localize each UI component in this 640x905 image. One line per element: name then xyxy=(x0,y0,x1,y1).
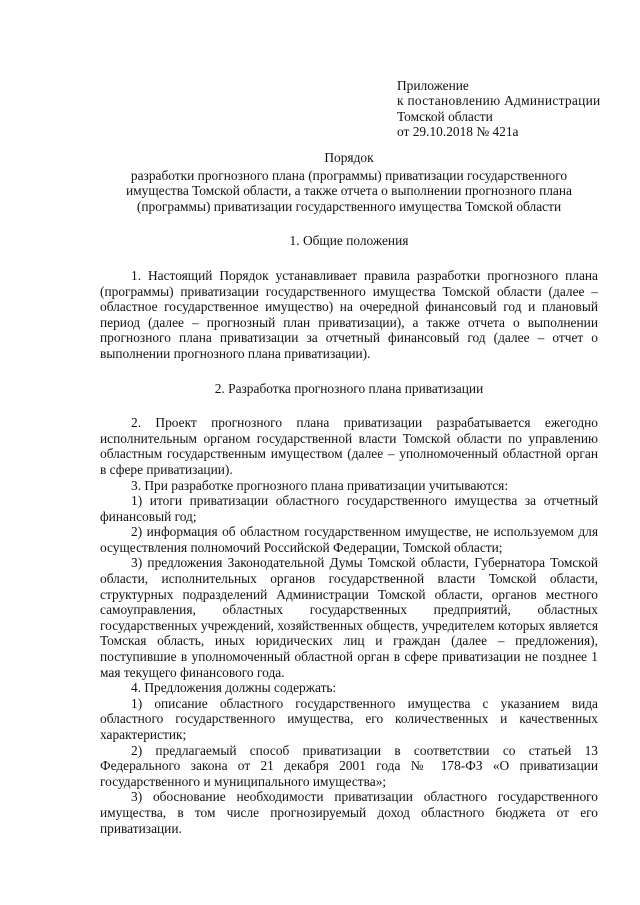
section-2-list-item: 1) описание областного государственного имущества с указанием вида областного государственного имущества, его количественных и качественных характеристик; xyxy=(100,695,598,742)
section-1-heading: 1. Общие положения xyxy=(289,233,409,249)
document-body xyxy=(100,150,598,836)
section-1-paragraph: 1. Настоящий Порядок устанавливает правила разработки прогнозного плана (программы) приватизации государственного имущества Томской области (далее – областное государственное имущество) на очередной финансовый год и плановый период (далее – прогнозный план приватизации), а также отчета о выполнении прогнозного плана приватизации за отчетный финансовый год (далее – отчет о выполнении прогнозного плана приватизации). xyxy=(100,267,598,361)
section-2-list-item: 3) обоснование необходимости приватизации областного государственного имущества, в том числе прогнозируемый доход областного бюджета от его приватизации. xyxy=(100,789,598,836)
appendix-title: Приложение xyxy=(397,78,469,93)
section-2-paragraph: 4. Предложения должны содержать: xyxy=(131,680,337,696)
appendix-decree: к постановлению Администрации xyxy=(397,93,601,109)
appendix-authority: Томской области xyxy=(397,108,493,124)
section-2-list-item: 2) информация об областном государственном имуществе, не используемом для осуществления полномочий Российской Федерации, Томской области; xyxy=(100,524,598,555)
section-2-list-item: 2) предлагаемый способ приватизации в соответствии со статьей 13 Федерального закона от 21 декабря 2001 года № 178-ФЗ «О приватизации государственного и муниципального имущества»; xyxy=(100,742,598,789)
section-2-paragraph: 2. Проект прогнозного плана приватизации разрабатывается ежегодно исполнительным органом государственной власти Томской области по управлению областным государственным имуществом (далее – уполномоченный областной орган в сфере приватизации). xyxy=(100,415,598,477)
section-2-list-item: 1) итоги приватизации областного государственного имущества за отчетный финансовый год; xyxy=(100,493,598,524)
section-2-paragraph: 3. При разработке прогнозного плана приватизации учитываются: xyxy=(131,477,509,493)
section-2-list-item: 3) предложения Законодательной Думы Томской области, Губернатора Томской области, исполнительных органов государственной власти Томской области, структурных подразделений Администрации Томской области, органов местного самоуправления, областных государственных предприятий, областных государственных учреждений, хозяйственных обществ, учредителем которых является Томская область, иных юридических лиц и граждан (далее – предложения), поступившие в уполномоченный областной орган в сфере приватизации не позднее 1 мая текущего финансового года. xyxy=(100,555,598,680)
document-title: Порядок xyxy=(324,150,374,165)
section-2-heading: 2. Разработка прогнозного плана приватизации xyxy=(214,380,484,396)
appendix-date-number: от 29.10.2018 № 421а xyxy=(397,124,519,140)
document-subtitle: разработки прогнозного плана (программы) приватизации государственного имущества Томской области, а также отчета о выполнении прогнозного плана (программы) приватизации государственного имущества Томской области xyxy=(125,167,572,214)
appendix-block xyxy=(397,78,607,140)
